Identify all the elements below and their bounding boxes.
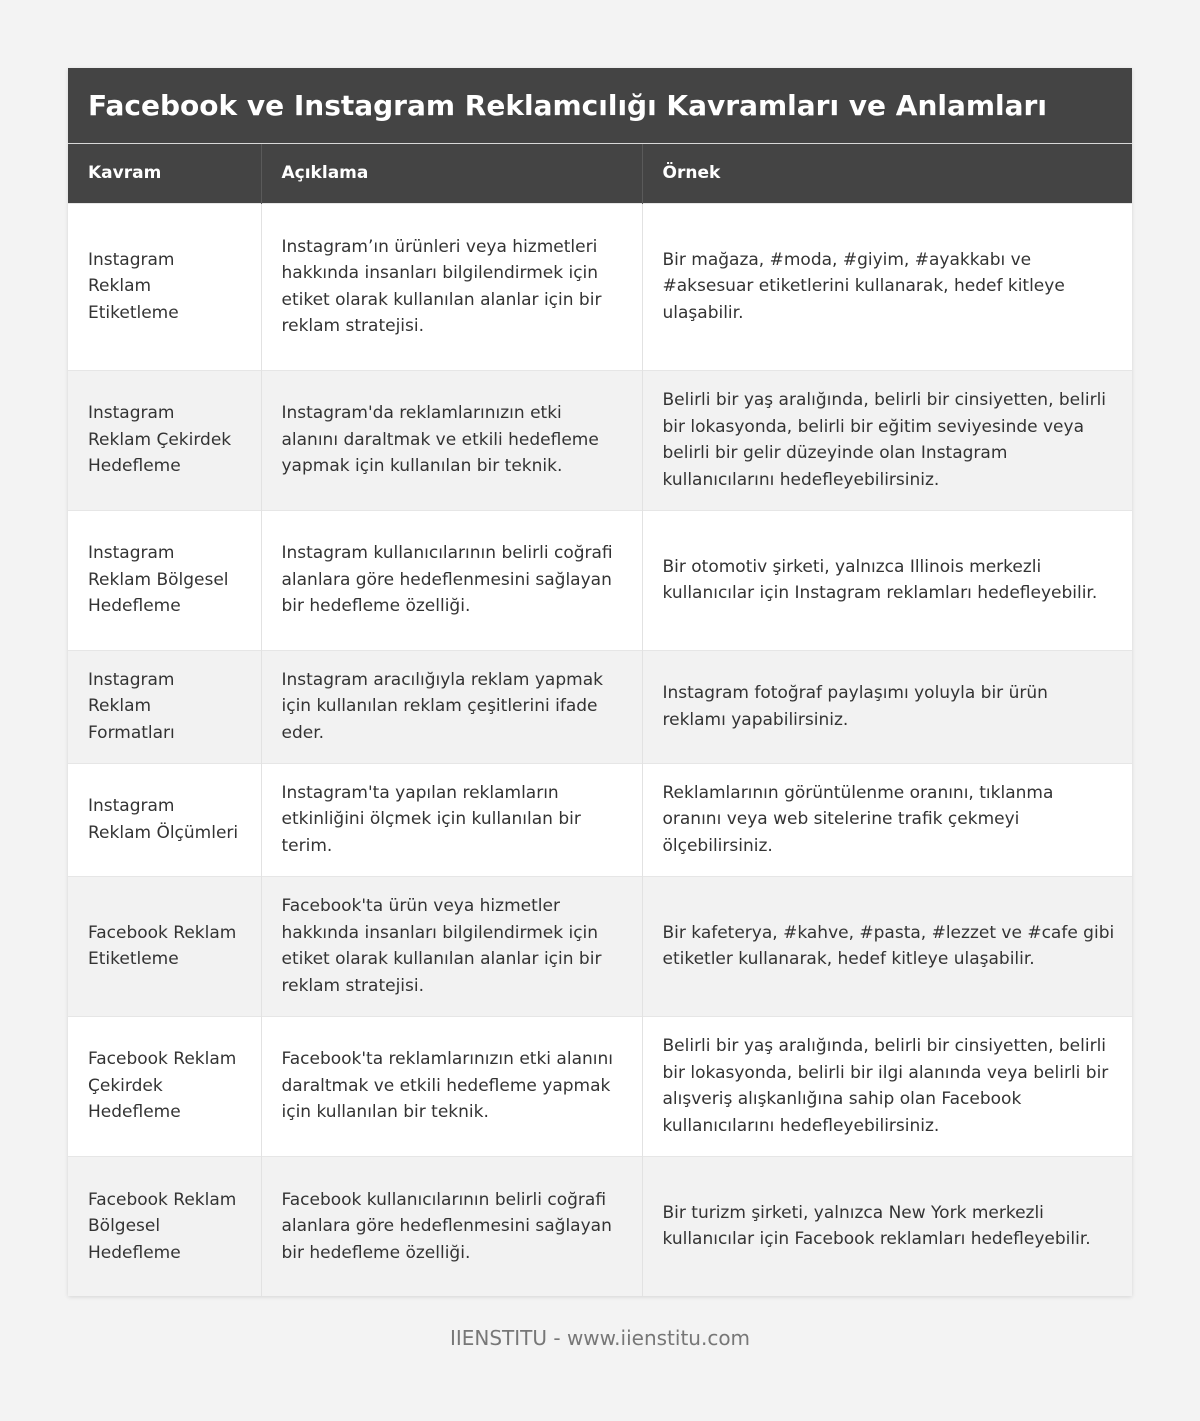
cell-aciklama: Instagram aracılığıyla reklam yapmak için kullanılan reklam çeşitlerini ifade eder.: [261, 650, 642, 763]
cell-aciklama: Facebook'ta ürün veya hizmetler hakkında insanları bilgilendirmek için etiket olarak kullanılan alanlar için bir reklam stratejisi.: [261, 876, 642, 1016]
table-row: [68, 650, 1132, 763]
table-header-row: [68, 144, 1132, 203]
title-bar: [68, 68, 1132, 144]
cell-aciklama: Facebook'ta reklamlarınızın etki alanını daraltmak ve etkili hedefleme yapmak için kullanılan bir teknik.: [261, 1016, 642, 1156]
column-header-ornek: Örnek: [642, 144, 1132, 203]
cell-ornek: Belirli bir yaş aralığında, belirli bir cinsiyetten, belirli bir lokasyonda, belirli bir eğitim seviyesinde veya belirli bir gelir düzeyinde olan Instagram kullanıcılarını hedefleyebilirsiniz.: [642, 370, 1132, 510]
cell-aciklama: Instagram'ta yapılan reklamların etkinliğini ölçmek için kullanılan bir terim.: [261, 763, 642, 876]
cell-ornek: Bir turizm şirketi, yalnızca New York merkezli kullanıcılar için Facebook reklamları hedefleyebilir.: [642, 1156, 1132, 1296]
table-row: [68, 1016, 1132, 1156]
cell-kavram: Facebook Reklam Bölgesel Hedefleme: [68, 1156, 261, 1296]
table-row: [68, 876, 1132, 1016]
cell-kavram: Instagram Reklam Formatları: [68, 650, 261, 763]
concepts-table: [68, 144, 1132, 1296]
column-header-aciklama: Açıklama: [261, 144, 642, 203]
table-row: [68, 1156, 1132, 1296]
cell-ornek: Bir mağaza, #moda, #giyim, #ayakkabı ve #aksesuar etiketlerini kullanarak, hedef kitleye ulaşabilir.: [642, 203, 1132, 370]
table-row: [68, 203, 1132, 370]
table-row: [68, 370, 1132, 510]
cell-ornek: Instagram fotoğraf paylaşımı yoluyla bir ürün reklamı yapabilirsiniz.: [642, 650, 1132, 763]
cell-kavram: Instagram Reklam Ölçümleri: [68, 763, 261, 876]
cell-kavram: Instagram Reklam Çekirdek Hedefleme: [68, 370, 261, 510]
table-row: [68, 763, 1132, 876]
cell-kavram: Facebook Reklam Çekirdek Hedefleme: [68, 1016, 261, 1156]
cell-aciklama: Instagram'da reklamlarınızın etki alanını daraltmak ve etkili hedefleme yapmak için kullanılan bir teknik.: [261, 370, 642, 510]
page-title: Facebook ve Instagram Reklamcılığı Kavramları ve Anlamları: [88, 89, 1047, 122]
cell-ornek: Reklamlarının görüntülenme oranını, tıklanma oranını veya web sitelerine trafik çekmeyi ölçebilirsiniz.: [642, 763, 1132, 876]
cell-kavram: Instagram Reklam Bölgesel Hedefleme: [68, 510, 261, 650]
concepts-card: [68, 68, 1132, 1296]
cell-aciklama: Facebook kullanıcılarının belirli coğrafi alanlara göre hedeflenmesini sağlayan bir hedefleme özelliği.: [261, 1156, 642, 1296]
cell-ornek: Bir kafeterya, #kahve, #pasta, #lezzet ve #cafe gibi etiketler kullanarak, hedef kitleye ulaşabilir.: [642, 876, 1132, 1016]
column-header-kavram: Kavram: [68, 144, 261, 203]
cell-kavram: Facebook Reklam Etiketleme: [68, 876, 261, 1016]
cell-aciklama: Instagram’ın ürünleri veya hizmetleri hakkında insanları bilgilendirmek için etiket olarak kullanılan alanlar için bir reklam stratejisi.: [261, 203, 642, 370]
footer-credit: IIENSTITU - www.iienstitu.com: [449, 1326, 751, 1350]
cell-ornek: Belirli bir yaş aralığında, belirli bir cinsiyetten, belirli bir lokasyonda, belirli bir ilgi alanında veya belirli bir alışveriş alışkanlığına sahip olan Facebook kullanıcılarını hedefleyebilirsiniz.: [642, 1016, 1132, 1156]
table-row: [68, 510, 1132, 650]
cell-kavram: Instagram Reklam Etiketleme: [68, 203, 261, 370]
cell-ornek: Bir otomotiv şirketi, yalnızca Illinois merkezli kullanıcılar için Instagram reklamları hedefleyebilir.: [642, 510, 1132, 650]
cell-aciklama: Instagram kullanıcılarının belirli coğrafi alanlara göre hedeflenmesini sağlayan bir hedefleme özelliği.: [261, 510, 642, 650]
